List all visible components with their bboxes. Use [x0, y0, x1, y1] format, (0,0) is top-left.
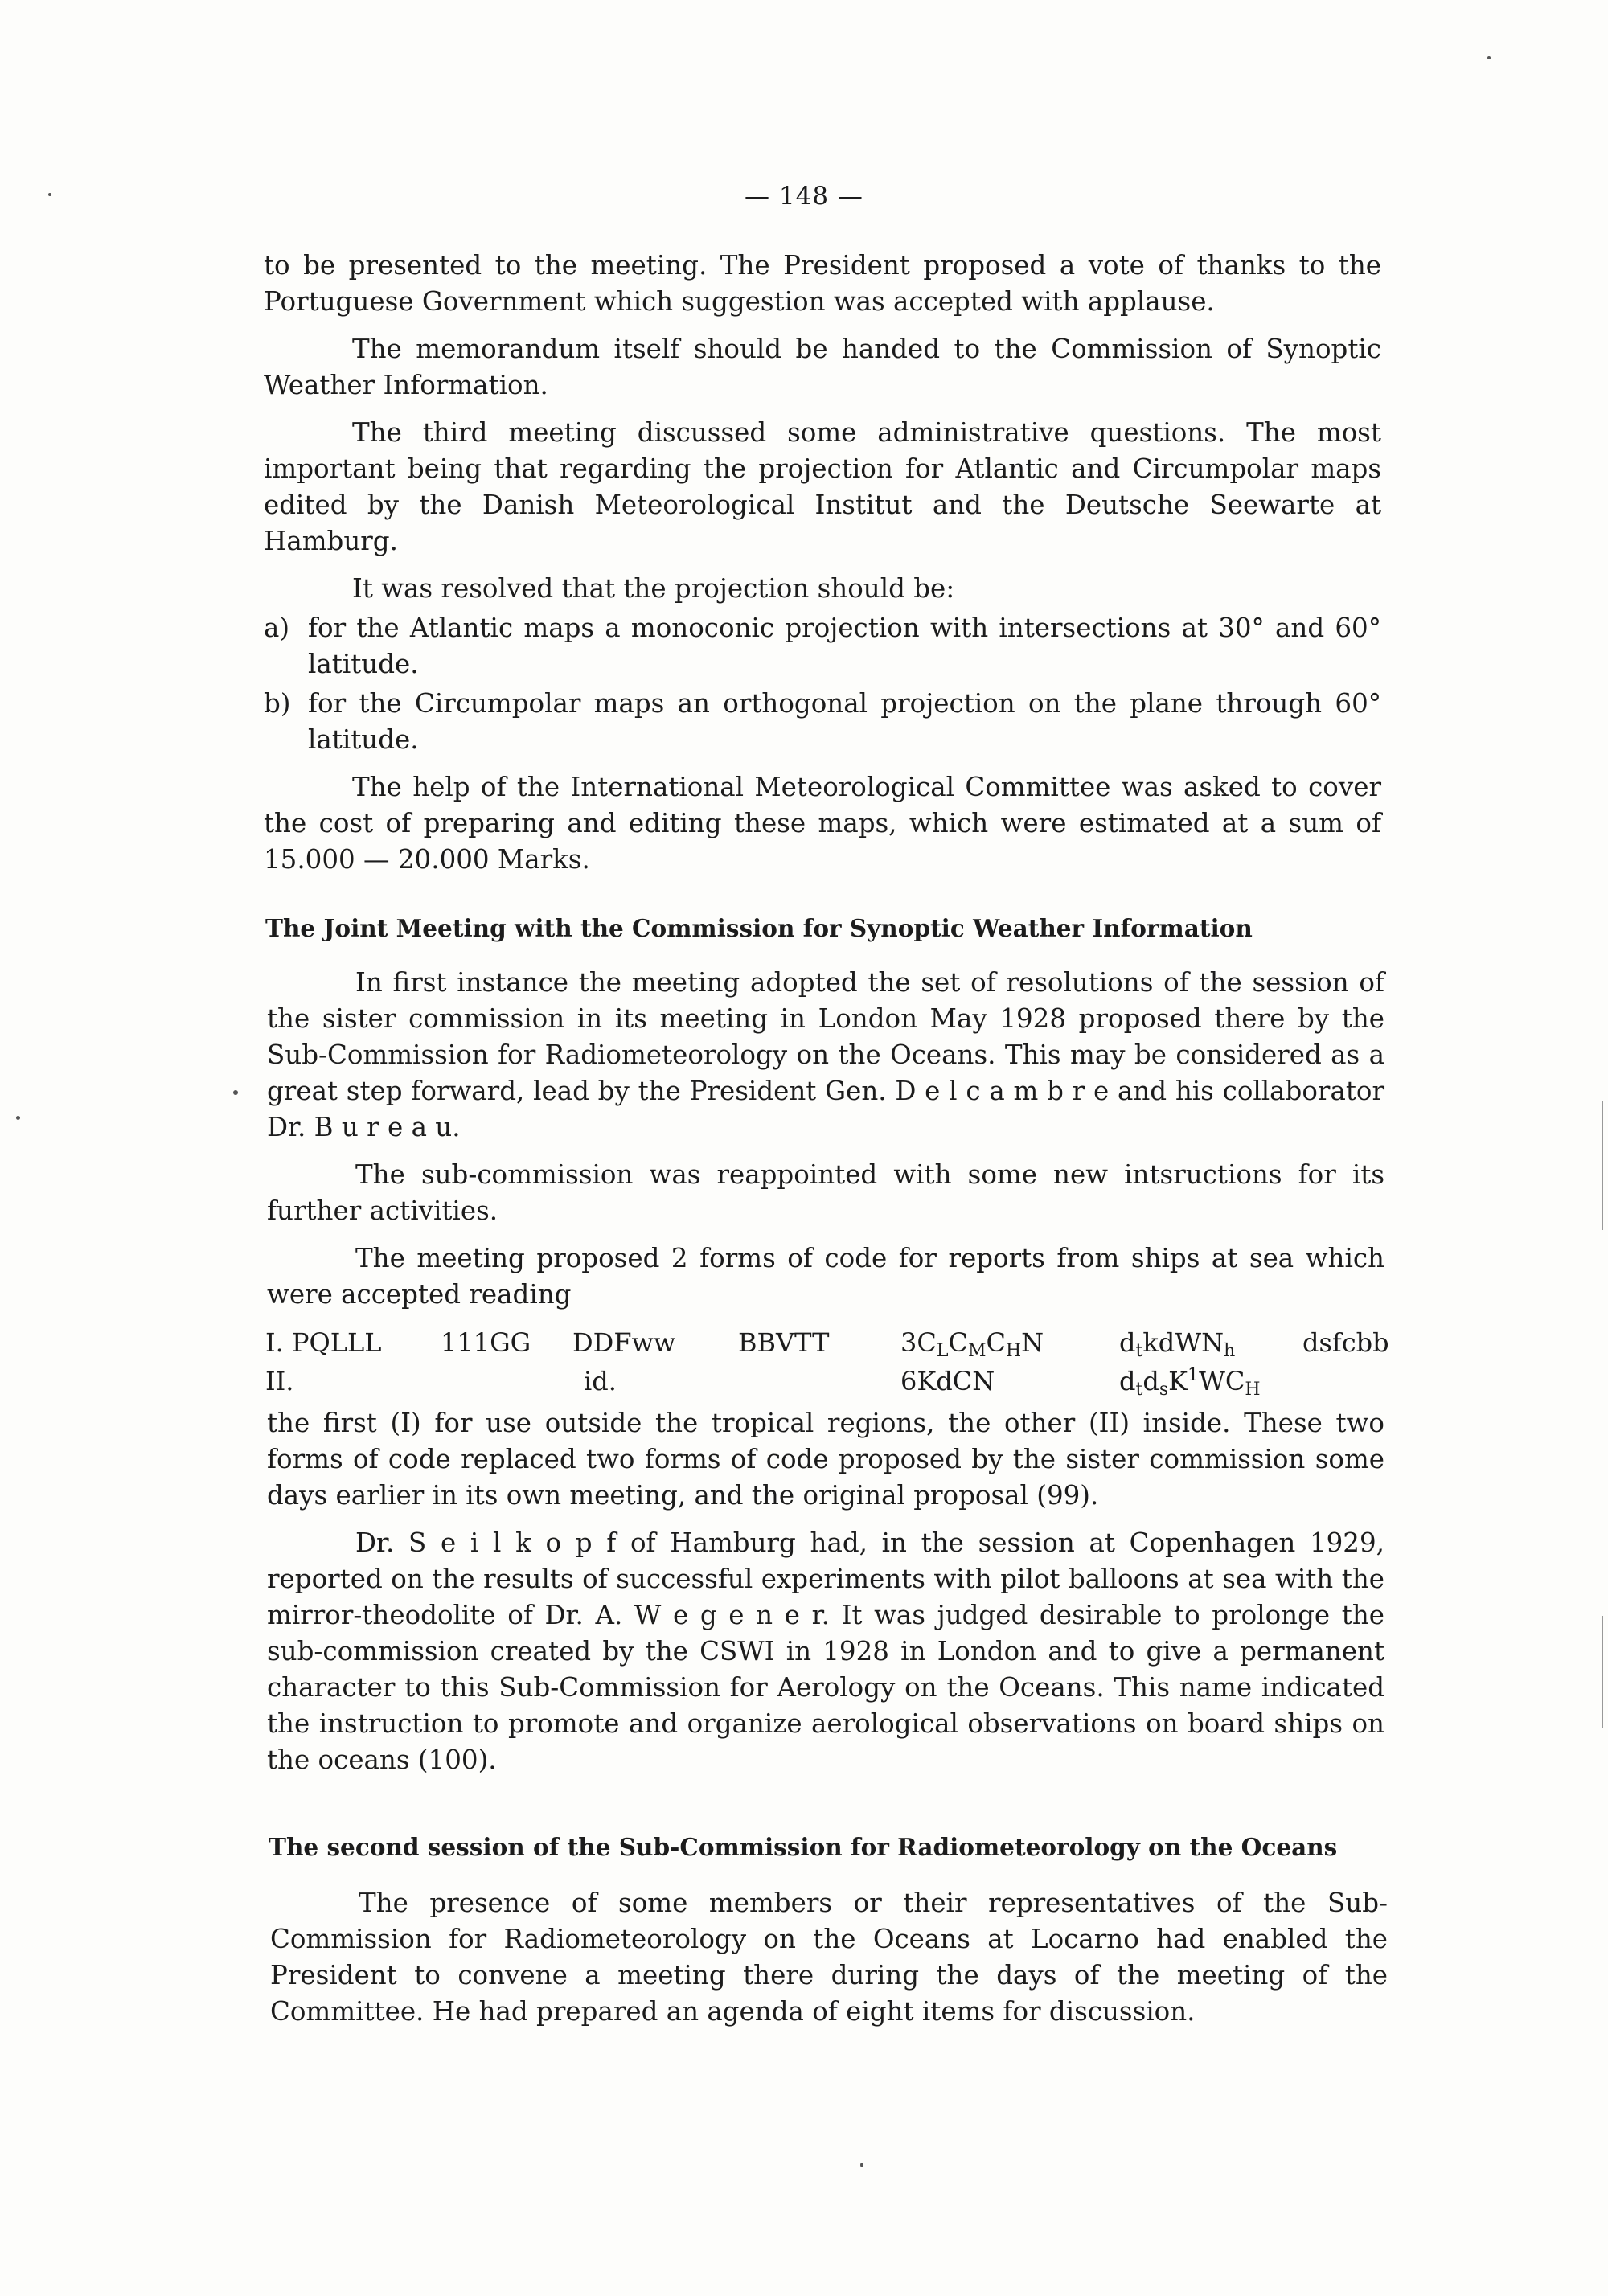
code-cell: id.	[584, 1366, 617, 1396]
paragraph: Dr. S e i l k o p f of Hamburg had, in the session at Copenhagen 1929, reported on the results of successful experiments with pilot balloons at sea with the mirror-theodolite of Dr. A. W e g e n e r. It was judged desirable to prolonge the sub-commission created by the CSWI in 1928 in London and to give a permanent character to this Sub-Commission for Aerology on the Oceans. This name indicated the instruction to promote and organize aerological observations on board ships on the oceans (100).	[267, 1527, 1384, 1775]
edge-line	[1602, 1101, 1603, 1230]
code-cell: BBVTT	[738, 1327, 830, 1358]
code-cell: 6KdCN	[900, 1366, 995, 1396]
code-cell: $d_tkdWN_h$	[1119, 1327, 1236, 1361]
paragraph: In first instance the meeting adopted the set of resolutions of the session of the sister commission in its meeting in London May 1928 proposed there by the Sub-Commission for Radiometeorology on the Oceans. This may be considered as a great step forward, lead by the President Gen. D e l c a m b r e and his collaborator Dr. B u r e a u.	[267, 967, 1384, 1142]
list-item	[264, 610, 1381, 683]
section-body-cont	[267, 1405, 1384, 1778]
list-item	[264, 686, 1381, 758]
list-marker: b)	[264, 688, 291, 719]
list-text: for the Atlantic maps a monoconic projection with intersections at 30° and 60° latitude.	[308, 613, 1381, 679]
paragraph: The help of the International Meteorological Committee was asked to cover the cost of preparing and editing these maps, which were estimated at a sum of 15.000 — 20.000 Marks.	[264, 772, 1381, 875]
paragraph: The meeting proposed 2 forms of code for reports from ships at sea which were accepted reading	[267, 1243, 1384, 1310]
section-heading: The Joint Meeting with the Commission for Synoptic Weather Information	[265, 914, 1253, 942]
paragraph: The presence of some members or their representatives of the Sub-Commission for Radiometeorology on the Oceans at Locarno had enabled the President to convene a meeting there during the days of the meeting of the Committee. He had prepared an agenda of eight items for discussion.	[270, 1888, 1388, 2027]
paragraph: the first (I) for use outside the tropical regions, the other (II) inside. These two forms of code replaced two forms of code proposed by the sister commission some days earlier in its own meeting, and the original proposal (99).	[267, 1408, 1384, 1511]
scan-speck	[48, 193, 51, 196]
code-cell: I. PQLLL	[265, 1327, 382, 1358]
code-cell: 111GG	[441, 1327, 531, 1358]
edge-line	[1602, 1616, 1603, 1728]
page-number: — 148 —	[745, 182, 863, 211]
paragraph: The memorandum itself should be handed to the Commission of Synoptic Weather Information.	[264, 334, 1381, 400]
code-cell: II.	[265, 1366, 294, 1396]
list-text: for the Circumpolar maps an orthogonal projection on the plane through 60° latitude.	[308, 688, 1381, 755]
section-body	[270, 1885, 1388, 2030]
section-body	[267, 965, 1384, 1313]
scan-speck	[860, 2163, 863, 2167]
code-cell: $3C_LC_MC_HN$	[900, 1327, 1044, 1361]
paragraph: The third meeting discussed some administrative questions. The most important being that regarding the projection for Atlantic and Circumpolar maps edited by the Danish Meteorological Institut and the Deutsche Seewarte at Hamburg.	[264, 417, 1381, 556]
code-cell: DDFww	[572, 1327, 676, 1358]
scan-speck	[1487, 56, 1491, 59]
section-heading: The second session of the Sub-Commission for Radiometeorology on the Oceans	[269, 1833, 1338, 1861]
scan-speck	[233, 1090, 238, 1095]
code-cell: $d_td_sK^1WC_H$	[1119, 1365, 1261, 1400]
list-marker: a)	[264, 613, 290, 643]
paragraph: to be presented to the meeting. The President proposed a vote of thanks to the Portuguese Government which suggestion was accepted with applause.	[264, 250, 1381, 317]
intro-block	[264, 248, 1381, 878]
paragraph: The sub-commission was reappointed with some new intsructions for its further activities.	[267, 1159, 1384, 1226]
scan-speck	[16, 1116, 20, 1120]
code-cell: dsfcbb	[1302, 1327, 1389, 1358]
paragraph: It was resolved that the projection should be:	[352, 573, 955, 604]
